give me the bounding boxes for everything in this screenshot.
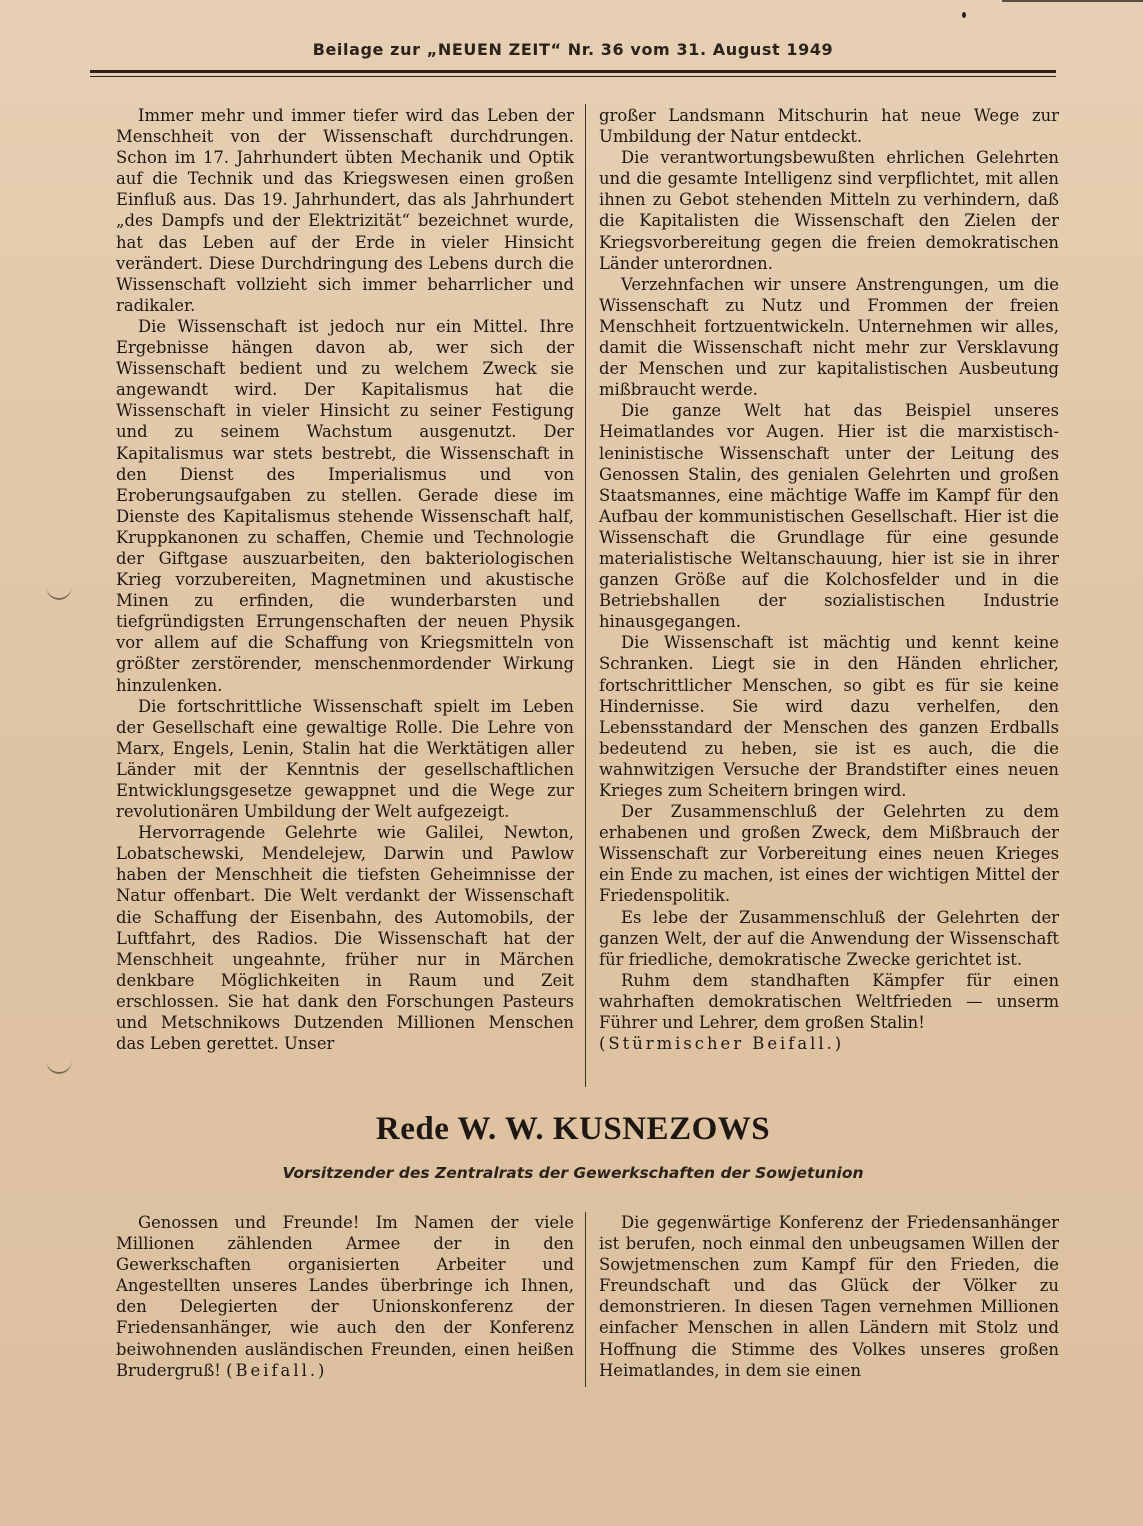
paragraph: Die Wissenschaft ist jedoch nur ein Mittel. Ihre Ergebnisse hängen davon ab, wer sich der Wissenschaft bedient und zu welchem Zweck sie angewandt wird. Der Kapitalismus hat die Wissenschaft in vieler Hinsicht zu seiner Festigung und zu seinem Wachstum ausgenutzt. Der Kapitalismus war stets bestrebt, die Wissenschaft in den Dienst des Imperialismus und von Eroberungsaufgaben zu stellen. Gerade diese im Dienste des Kapitalismus stehende Wissenschaft half, Kruppkanonen zu schaffen, Chemie und Technologie der Giftgase auszuarbeiten, den bakteriologischen Krieg vorzubereiten, Magnetminen und akustische Minen zu erfinden, die wunderbarsten und tiefgründigsten Errungenschaften der neuen Physik vor allem auf die Schaffung von Kriegsmitteln von größter zerstörender, menschenmordender Wirkung hinzulenken. xyxy=(116,316,574,695)
paragraph: Die fortschrittliche Wissenschaft spielt im Leben der Gesellschaft eine gewaltige Rolle. Die Lehre von Marx, Engels, Lenin, Stalin hat die Werktätigen aller Länder mit der Kenntnis der gesellschaftlichen Entwicklungsgesetze gewappnet und die Wege zur revolutionären Umbildung der Welt aufgezeigt. xyxy=(116,696,574,822)
speech-subtitle: Vorsitzender des Zentralrats der Gewerkschaften der Sowjetunion xyxy=(282,1164,864,1182)
paragraph: Es lebe der Zusammenschluß der Gelehrten der ganzen Welt, der auf die Anwendung der Wissenschaft für friedliche, demokratische Zwecke gerichtet ist. xyxy=(599,907,1059,969)
applause-note: (Stürmischer Beifall.) xyxy=(599,1034,845,1054)
paragraph: Immer mehr und immer tiefer wird das Leben der Menschheit von der Wissenschaft durchdrungen. Schon im 17. Jahrhundert übten Mechanik und Optik auf die Technik und das Kriegswesen einen großen Einfluß aus. Das 19. Jahrhundert, das als Jahrhundert „des Dampfs und der Elektrizität“ bezeichnet wurde, hat das Leben auf der Erde in vieler Hinsicht verändert. Diese Durchdringung des Lebens durch die Wissenschaft vollzieht sich immer beharrlicher und radikaler. xyxy=(116,106,574,315)
paragraph: Die gegenwärtige Konferenz der Friedensanhänger ist berufen, noch einmal den unbeugsamen Willen der Sowjetmenschen zum Kampf für den Frieden, die Freundschaft und das Glück der Völker zu demonstrieren. In diesen Tagen vernehmen Millionen einfacher Menschen in allen Ländern mit Stolz und Hoffnung die Stimme des Volkes unseres großen Heimatlandes, in dem sie einen xyxy=(599,1213,1059,1380)
applause-note: (Beifall.) xyxy=(226,1360,328,1380)
article-left-column xyxy=(116,105,574,1054)
column-divider xyxy=(585,1212,586,1387)
paragraph: Genossen und Freunde! Im Namen der viele Millionen zählenden Armee der in den Gewerkschaften organisierten Arbeiter und Angestellten unseres Landes überbringe ich Ihnen, den Delegierten der Unionskonferenz der Friedensanhänger, wie auch den der Konferenz beiwohnenden ausländischen Freunden, einen heißen Brudergruß! (Beifall.) xyxy=(116,1213,574,1380)
header-rule xyxy=(90,70,1056,73)
ink-speck xyxy=(962,12,966,18)
speech-left-column xyxy=(116,1212,574,1381)
top-edge-line xyxy=(1002,0,1143,2)
page-header: Beilage zur „NEUEN ZEIT“ Nr. 36 vom 31. August 1949 xyxy=(312,40,834,59)
column-divider xyxy=(585,104,586,1087)
header-rule-thin xyxy=(90,76,1056,77)
paragraph: Verzehnfachen wir unsere Anstrengungen, um die Wissenschaft zu Nutz und Frommen der freien Menschheit fortzuentwickeln. Unternehmen wir alles, damit die Wissenschaft nicht mehr zur Versklavung der Menschen und zur kapitalistischen Ausbeutung mißbraucht werde. xyxy=(599,274,1059,400)
article-right-column xyxy=(599,105,1059,1054)
punch-hole-mark xyxy=(46,1046,72,1074)
paragraph: großer Landsmann Mitschurin hat neue Wege zur Umbildung der Natur entdeckt. xyxy=(599,106,1059,147)
paragraph: Ruhm dem standhaften Kämpfer für einen wahrhaften demokratischen Weltfrieden — unserm Führer und Lehrer, dem großen Stalin! xyxy=(599,970,1059,1033)
punch-hole-mark xyxy=(46,572,72,600)
speech-title: Rede W. W. KUSNEZOWS xyxy=(375,1111,771,1147)
speech-right-column xyxy=(599,1212,1059,1381)
paragraph: Hervorragende Gelehrte wie Galilei, Newton, Lobatschewski, Mendelejew, Darwin und Pawlow haben der Menschheit die tiefsten Geheimnisse der Natur offenbart. Die Welt verdankt der Wissenschaft die Schaffung der Eisenbahn, des Automobils, der Luftfahrt, des Radios. Die Wissenschaft hat der Menschheit ungeahnte, früher nur in Märchen denkbare Möglichkeiten in Raum und Zeit erschlossen. Sie hat dank den Forschungen Pasteurs und Metschnikows Dutzenden Millionen Menschen das Leben gerettet. Unser xyxy=(116,823,574,1054)
paragraph: Die verantwortungsbewußten ehrlichen Gelehrten und die gesamte Intelligenz sind verpflichtet, mit allen ihnen zu Gebot stehenden Mitteln zu verhindern, daß die Kapitalisten die Wissenschaft den Zielen der Kriegsvorbereitung gegen die freien demokratischen Länder unterordnen. xyxy=(599,148,1059,273)
paragraph: Die Wissenschaft ist mächtig und kennt keine Schranken. Liegt sie in den Händen ehrlicher, fortschrittlicher Menschen, so gibt es für sie keine Hindernisse. Sie wird dazu verhelfen, den Lebensstandard der Menschen des ganzen Erdballs bedeutend zu heben, sie ist es auch, die die wahnwitzigen Versuche der Brandstifter eines neuen Krieges zum Scheitern bringen wird. xyxy=(599,633,1059,800)
paragraph: Die ganze Welt hat das Beispiel unseres Heimatlandes vor Augen. Hier ist die marxistisch-leninistische Wissenschaft unter der Leitung des Genossen Stalin, des genialen Gelehrten und großen Staatsmannes, eine mächtige Waffe im Kampf für den Aufbau der kommunistischen Gesellschaft. Hier ist die Wissenschaft die Grundlage für eine gesunde materialistische Weltanschauung, hier ist sie in ihrer ganzen Größe auf die Kolchosfelder und in die Betriebshallen der sozialistischen Industrie hinausgegangen. xyxy=(599,401,1059,632)
paragraph: Der Zusammenschluß der Gelehrten zu dem erhabenen und großen Zweck, dem Mißbrauch der Wissenschaft zur Vorbereitung eines neuen Krieges ein Ende zu machen, ist eines der wichtigen Mittel der Friedenspolitik. xyxy=(599,802,1059,906)
